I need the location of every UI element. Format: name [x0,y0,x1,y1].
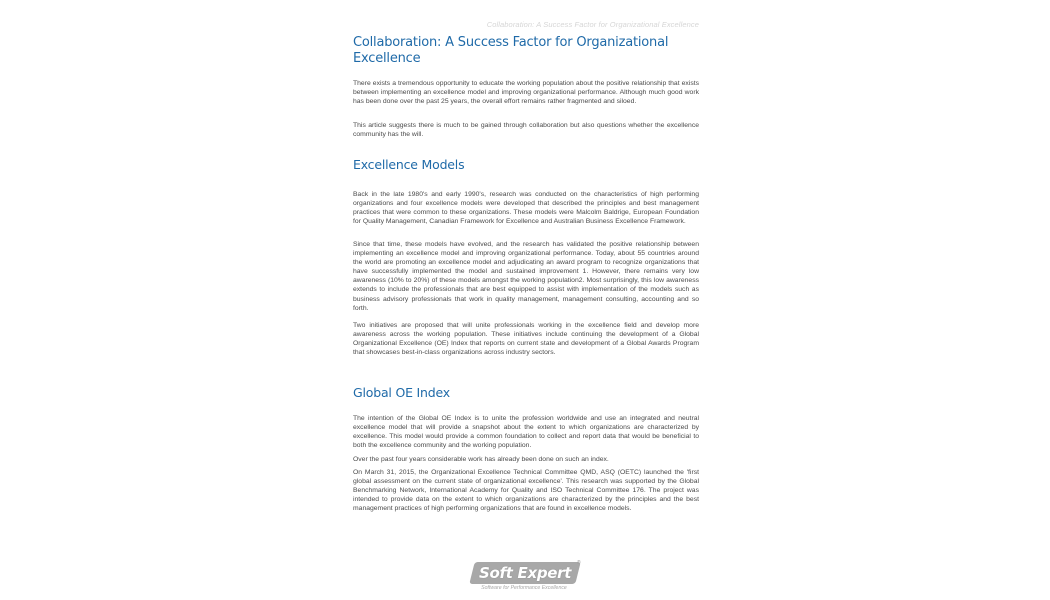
intro-paragraph-2: This article suggests there is much to be gained through collaboration but also questions whether the excellence community has the will. [353,122,699,139]
global-oe-index-paragraph-1: The intention of the Global OE Index is to unite the profession worldwide and use an integrated and neutral excellence model that will provide a snapshot about the extent to which organizations are characterized by excellence. This model would provide a common foundation to collect and report data that would be beneficial to both the excellence community and the working population. [353,415,699,450]
excellence-models-paragraph-2: Since that time, these models have evolved, and the research has validated the positive relationship between implementing an excellence model and improving organizational performance. Today, about 55 countries around the world are promoting an excellence model and adjudicating an award program to recognize organizations that have successfully implemented the model and sustained improvement 1. However, there remains very low awareness (10% to 20%) of these models amongst the working population2. Most surprisingly, this low awareness extends to include the professionals that are best equipped to assist with implementation of the models such as business advisory professionals that work in quality management, management consulting, accounting and so forth. [353,241,699,312]
logo-tagline: Software for Performance Excellence [481,585,567,591]
logo-wordmark [469,562,580,584]
section-heading-excellence-models: Excellence Models [353,157,465,172]
logo-text: Soft Expert [478,564,572,582]
global-oe-index-paragraph-2: Over the past four years considerable work has already been done on such an index. [353,456,609,463]
intro-paragraph-1: There exists a tremendous opportunity to educate the working population about the positive relationship that exists between implementing an excellence model and improving organizational performance. Although much good work has been done over the past 25 years, the overall effort remains rather fragmented and siloed. [353,80,699,106]
global-oe-index-paragraph-3: On March 31, 2015, the Organizational Excellence Technical Committee QMD, ASQ (OETC) launched the 'first global assessment on the current state of organizational excellence'. This research was supported by the Global Benchmarking Network, International Academy for Quality and ISO Technical Committee 176. The project was intended to provide data on the extent to which organizations are characterized by the principles and the best management practices of high performing organizations that are found in excellence models. [353,469,699,513]
document-title: Collaboration: A Success Factor for Organizational Excellence [353,35,669,66]
section-heading-global-oe-index: Global OE Index [353,385,450,400]
running-header: Collaboration: A Success Factor for Organizational Excellence [486,20,699,29]
softexpert-logo [470,562,582,594]
registered-mark: ® [577,560,581,566]
excellence-models-paragraph-3: Two initiatives are proposed that will unite professionals working in the excellence field and develop more awareness across the working population. These initiatives include continuing the development of a Global Organizational Excellence (OE) Index that reports on current state and development of a Global Awards Program that showcases best-in-class organizations across industry sectors. [353,322,699,357]
excellence-models-paragraph-1: Back in the late 1980's and early 1990's, research was conducted on the characteristics of high performing organizations and four excellence models were developed that described the principles and best management practices that were common to these organizations. These models were Malcolm Baldrige, European Foundation for Quality Management, Canadian Framework for Excellence and Australian Business Excellence Framework. [353,191,699,226]
